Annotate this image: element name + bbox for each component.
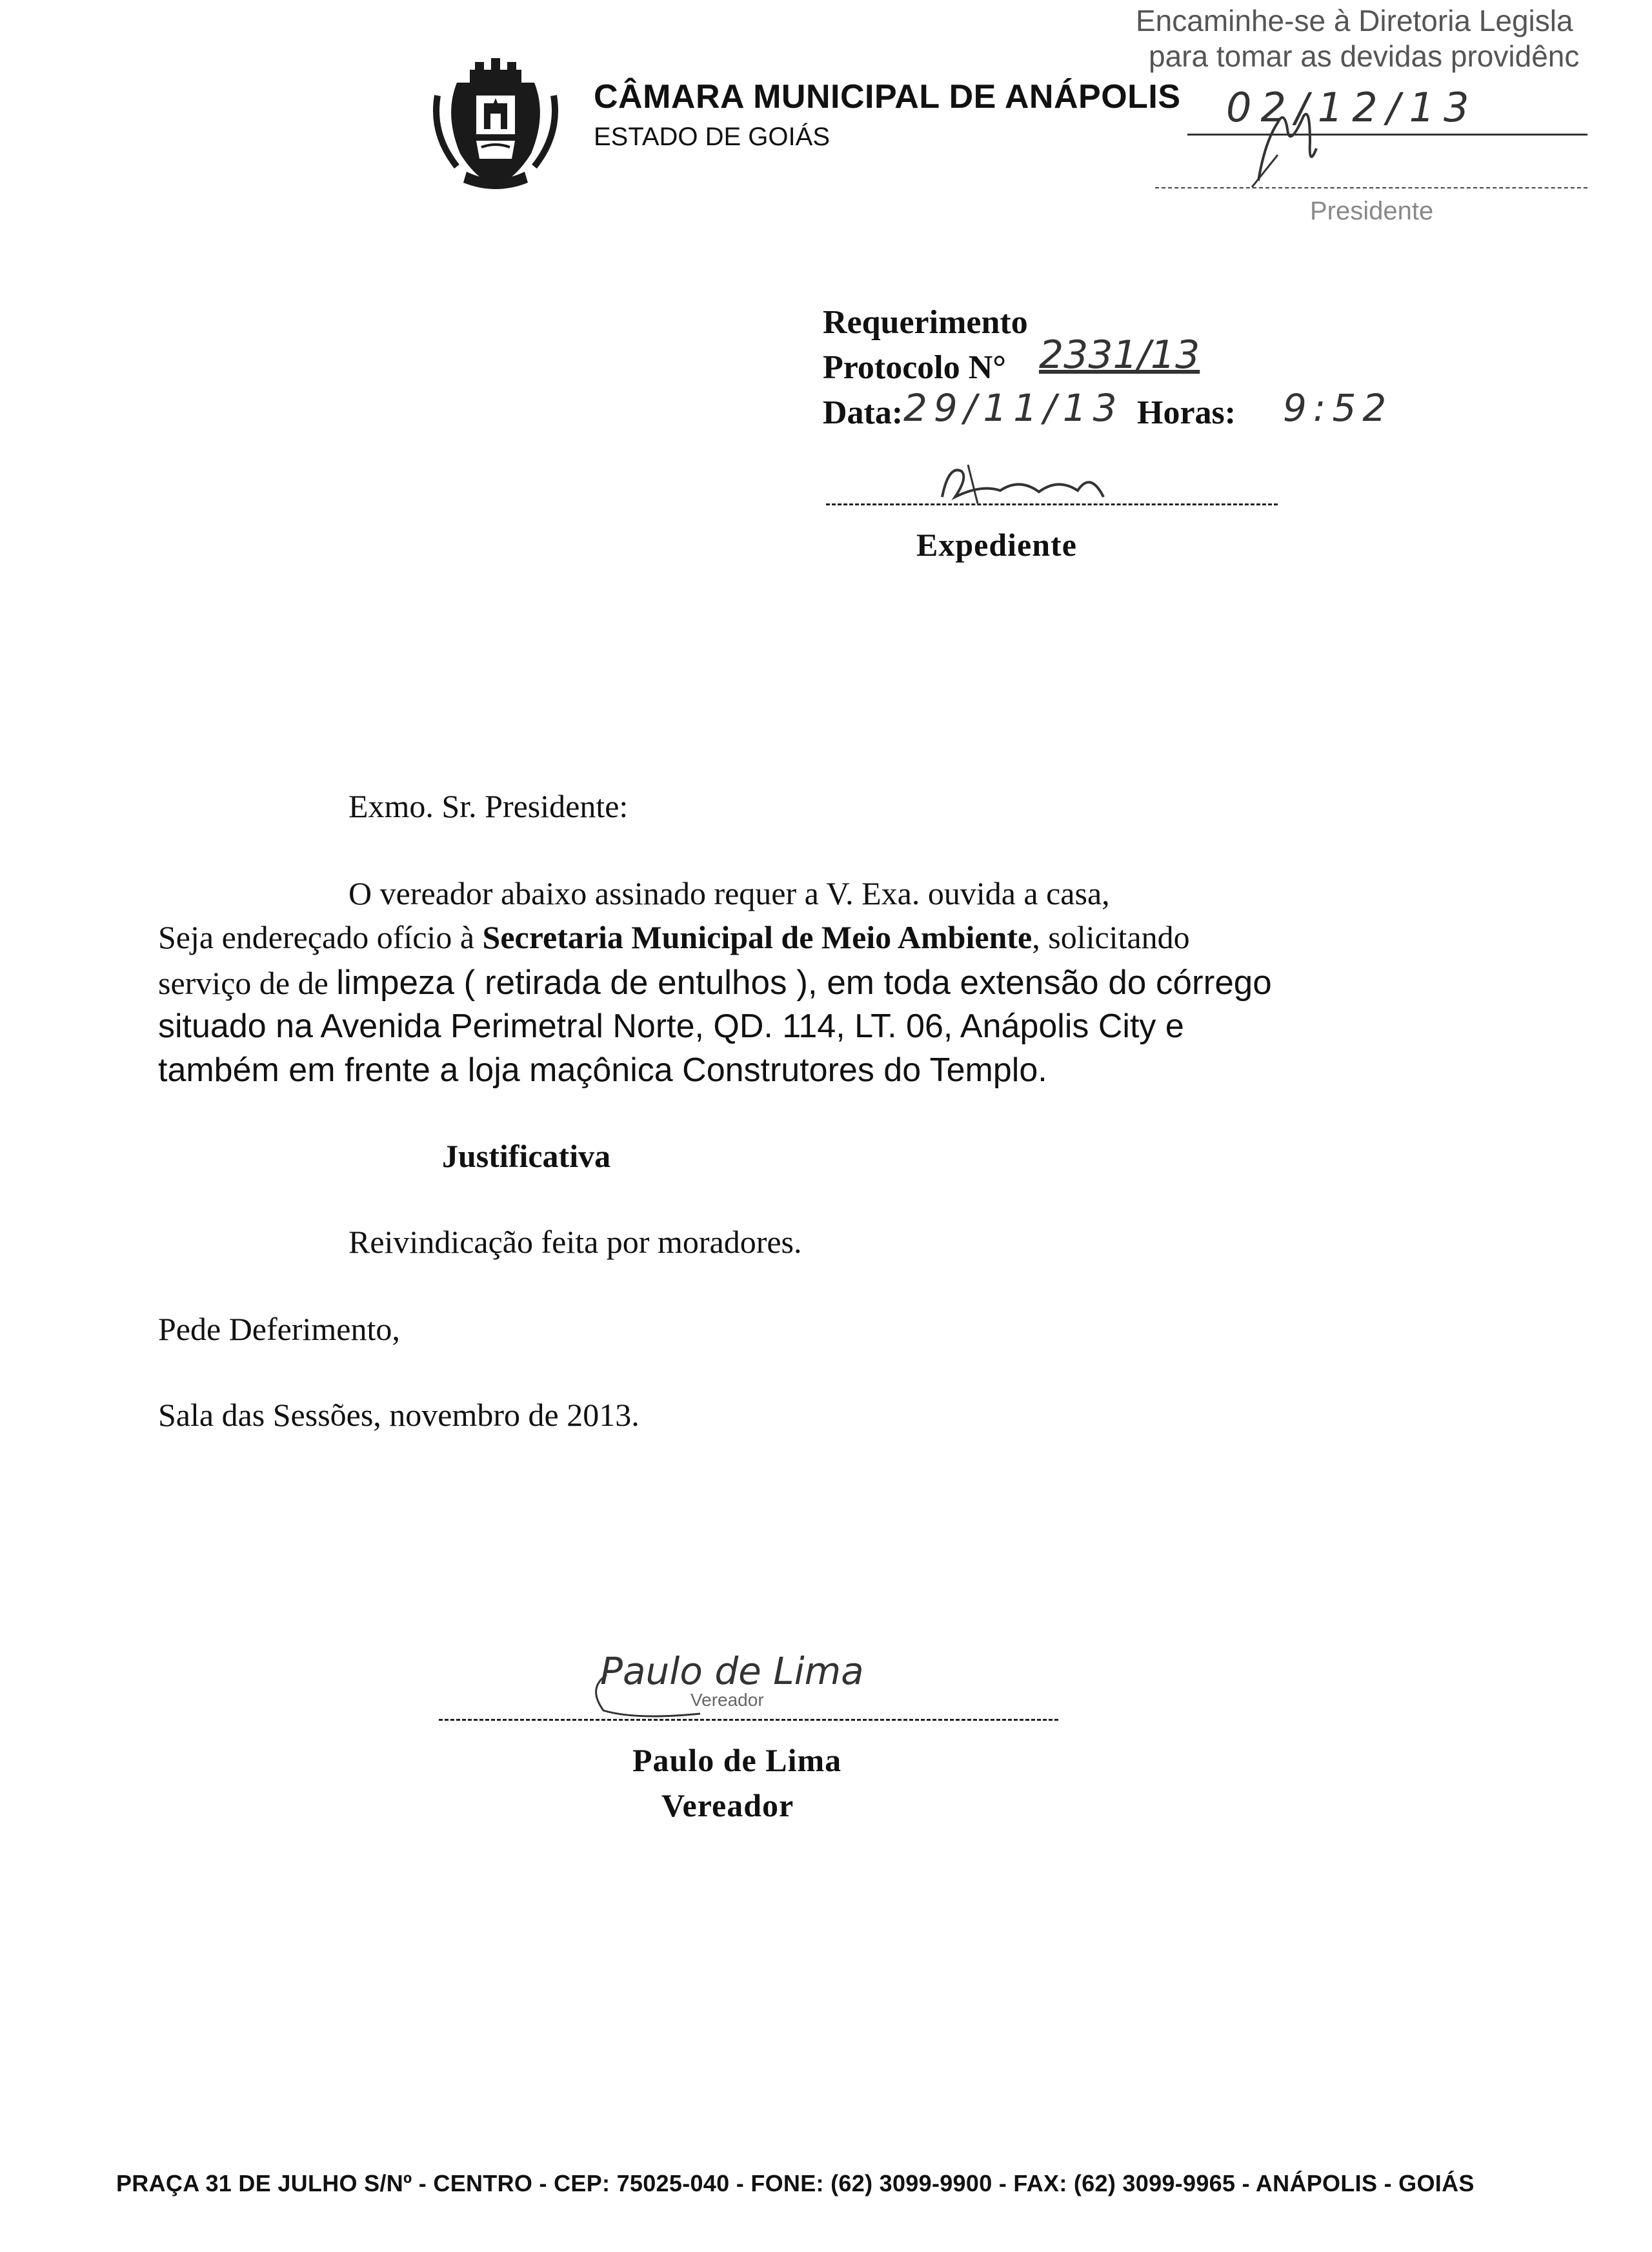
expediente-signature [929,452,1123,510]
footer-address: PRAÇA 31 DE JULHO S/Nº - CENTRO - CEP: 75025-040 - FONE: (62) 3099-9900 - FAX: (62) 3099-9965 - ANÁPOLIS - GOIÁS [116,2170,1475,2196]
horas-label: Horas: [1137,394,1236,431]
request-text: Pede Deferimento, [158,1311,400,1347]
dispatch-date-rule [1187,134,1587,136]
protocolo-number: 2331/13 [1039,332,1200,378]
salutation: Exmo. Sr. Presidente: [348,788,629,824]
data-label: Data: [823,394,903,431]
dispatch-signature-rule [1155,187,1587,188]
dispatch-role: Presidente [1310,197,1434,225]
requerimento-label: Requerimento [823,304,1028,341]
signature-rule [439,1719,1058,1721]
expediente-label: Expediente [916,527,1077,563]
president-signature [1239,103,1342,194]
secretaria-name: Secretaria Municipal de Meio Ambiente [482,919,1032,955]
signer-name: Paulo de Lima [632,1742,842,1778]
data-value: 29/11/13 [903,386,1123,430]
paragraph-line-4: situado na Avenida Perimetral Norte, QD. 114, LT. 06, Anápolis City e [158,1008,1184,1045]
paragraph-line-3-b: limpeza ( retirada de entulhos ), em toda extensão do córrego [336,964,1272,1002]
organization-name: CÂMARA MUNICIPAL DE ANÁPOLIS [594,78,1181,116]
municipal-coat-of-arms-icon [431,57,560,192]
paragraph-line-2-a: Seja endereçado ofício à [158,919,483,955]
justification-title: Justificativa [442,1138,611,1174]
paragraph-line-2 [158,918,1190,956]
paragraph-line-3-a: serviço de de [158,965,337,1001]
paragraph-line-3 [158,963,1272,1002]
closing-text: Sala das Sessões, novembro de 2013. [158,1397,640,1433]
paragraph-line-2-c: , solicitando [1032,919,1190,955]
horas-value: 9:52 [1283,386,1393,430]
dispatch-stamp-line-2: para tomar as devidas providênc [1149,39,1580,73]
dispatch-date: 02/12/13 [1226,84,1478,131]
signer-role: Vereador [661,1787,794,1823]
organization-state: ESTADO DE GOIÁS [594,123,830,151]
paragraph-line-1: O vereador abaixo assinado requer a V. Exa. ouvida a casa, [348,875,1110,911]
paragraph-line-5: também em frente a loja maçônica Construtores do Templo. [158,1051,1047,1089]
expediente-rule [826,503,1278,505]
signature-stamp-role: Vereador [690,1690,764,1710]
dispatch-stamp-line-1: Encaminhe-se à Diretoria Legisla [1136,4,1573,37]
protocolo-label: Protocolo N° [823,349,1007,386]
justification-text: Reivindicação feita por moradores. [348,1224,802,1260]
signature-stamp-name: Paulo de Lima [600,1649,864,1693]
